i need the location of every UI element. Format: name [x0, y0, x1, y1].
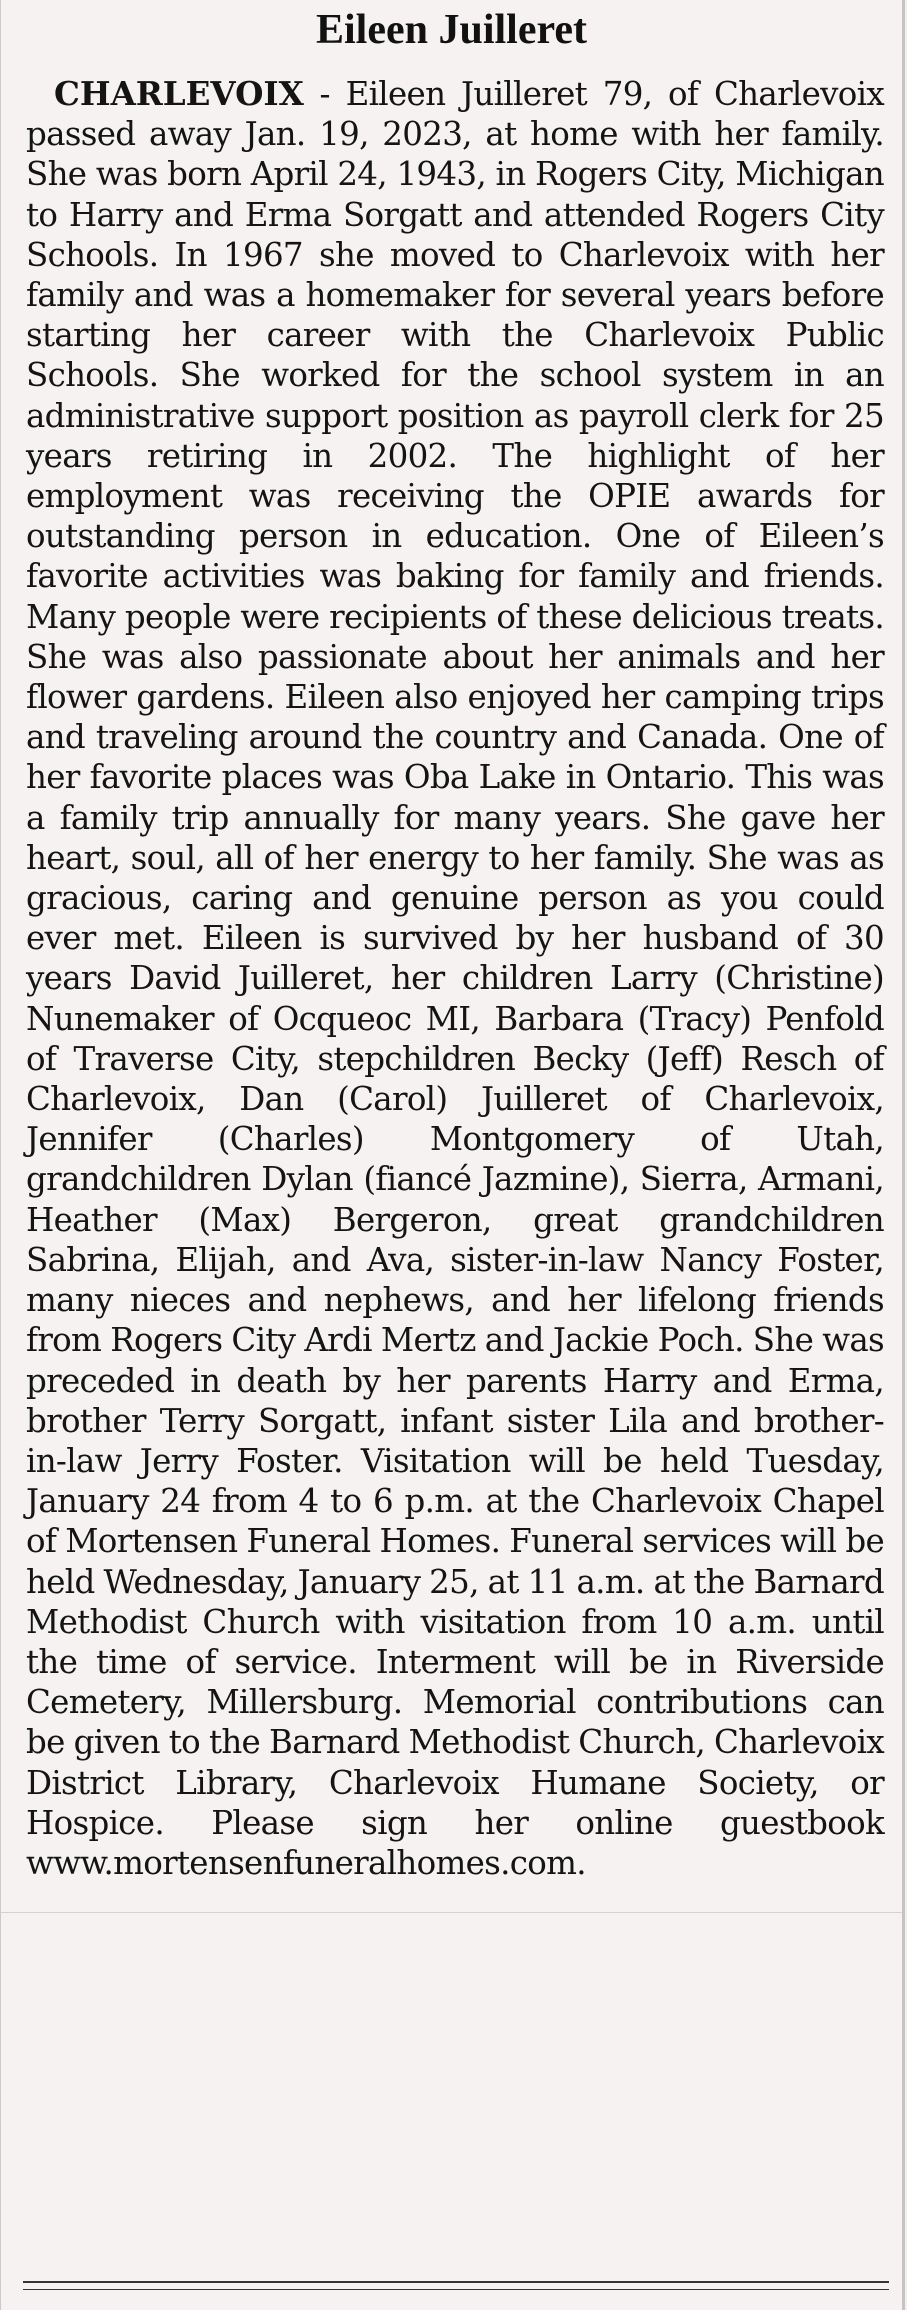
- bottom-rule-thin: [23, 2289, 889, 2290]
- obituary-text: - Eileen Juilleret 79, of Charlevoix passed away Jan. 19, 2023, at home with her family. She was born April 24, 1943, in Rogers City, Michigan to Harry and Erma Sorgatt and attended Rogers City Schools. In 1967 she moved to Charlevoix with her family and was a homemaker for several years before starting her career with the Charlevoix Public Schools. She worked for the school system in an administrative support position as payroll clerk for 25 years retiring in 2002. The highlight of her employment was receiving the OPIE awards for outstanding person in education. One of Eileen’s favorite activities was baking for family and friends. Many people were recipients of these delicious treats. She was also passionate about her animals and her flower gardens. Eileen also enjoyed her camping trips and traveling around the country and Canada. One of her favorite places was Oba Lake in Ontario. This was a family trip annually for many years. She gave her heart, soul, all of her energy to her family. She was as gracious, caring and genuine person as you could ever met. Eileen is survived by her husband of 30 years David Juilleret, her children Larry (Christine) Nunemaker of Ocqueoc MI, Barbara (Tracy) Penfold of Traverse City, stepchildren Becky (Jeff) Resch of Charlevoix, Dan (Carol) Juilleret of Charlevoix, Jennifer (Charles) Montgomery of Utah, grandchildren Dylan (fiancé Jazmine), Sierra, Armani, Heather (Max) Bergeron, great grandchildren Sabrina, Elijah, and Ava, sister-in-law Nancy Foster, many nieces and nephews, and her lifelong friends from Rogers City Ardi Mertz and Jackie Poch. She was preceded in death by her parents Harry and Erma, brother Terry Sorgatt, infant sister Lila and brother-in-law Jerry Foster. Visitation will be held Tuesday, January 24 from 4 to 6 p.m. at the Charlevoix Chapel of Mortensen Funeral Homes. Funeral services will be held Wednesday, January 25, at 11 a.m. at the Barnard Methodist Church with visitation from 10 a.m. until the time of service. Interment will be in Riverside Cemetery, Millersburg. Memorial contributions can be given to the Barnard Methodist Church, Charlevoix District Library, Charlevoix Humane Society, or Hospice. Please sign her online guestbook www.mortensenfuneralhomes.com.: [26, 75, 884, 1882]
- obituary-body: [26, 74, 884, 1883]
- headline: Eileen Juilleret: [315, 7, 587, 53]
- dateline: CHARLEVOIX: [54, 74, 304, 113]
- bottom-rule: [23, 2281, 889, 2283]
- paper-fold-line: [1, 1912, 902, 1913]
